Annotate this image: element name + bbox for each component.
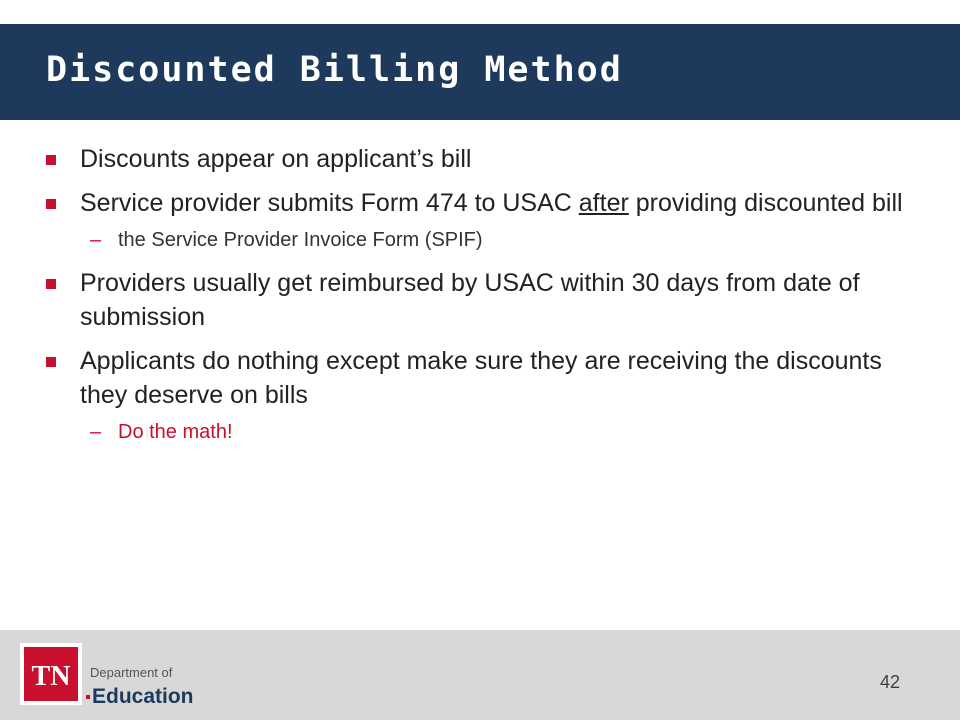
bullet-text: Discounts appear on applicant’s bill — [80, 145, 472, 173]
slide-content — [40, 142, 910, 458]
tn-education-logo — [20, 643, 200, 713]
logo-education-text: Education — [92, 685, 194, 708]
bullet-text: providing discounted bill — [628, 189, 903, 217]
logo-dept-text: Department of — [90, 665, 173, 680]
square-bullet-icon — [46, 199, 56, 209]
bullet-text: Providers usually get reimbursed by USAC within 30 days from date of submission — [80, 269, 860, 331]
sub-bullet-text: Do the math! — [118, 421, 233, 443]
slide-title: Discounted Billing Method — [46, 50, 623, 90]
bullet-text: Applicants do nothing except make sure they are receiving the discounts they deserve on bills — [80, 347, 882, 409]
sub-bullet-text: the Service Provider Invoice Form (SPIF) — [118, 229, 483, 251]
dash-bullet-icon: – — [90, 421, 102, 443]
bullet-item — [40, 266, 910, 334]
sub-bullet-item — [40, 418, 910, 446]
bullet-text-underlined: after — [578, 189, 629, 217]
square-bullet-icon — [46, 357, 56, 367]
bullet-item — [40, 142, 910, 176]
bullet-item — [40, 344, 910, 412]
logo-dot — [86, 695, 90, 699]
bullet-item — [40, 186, 910, 220]
logo-tn-text: TN — [31, 661, 71, 692]
page-number: 42 — [880, 672, 901, 692]
sub-bullet-item — [40, 226, 910, 254]
bullet-text: Service provider submits Form 474 to USAC — [80, 189, 579, 217]
dash-bullet-icon: – — [90, 229, 102, 251]
square-bullet-icon — [46, 155, 56, 165]
square-bullet-icon — [46, 279, 56, 289]
